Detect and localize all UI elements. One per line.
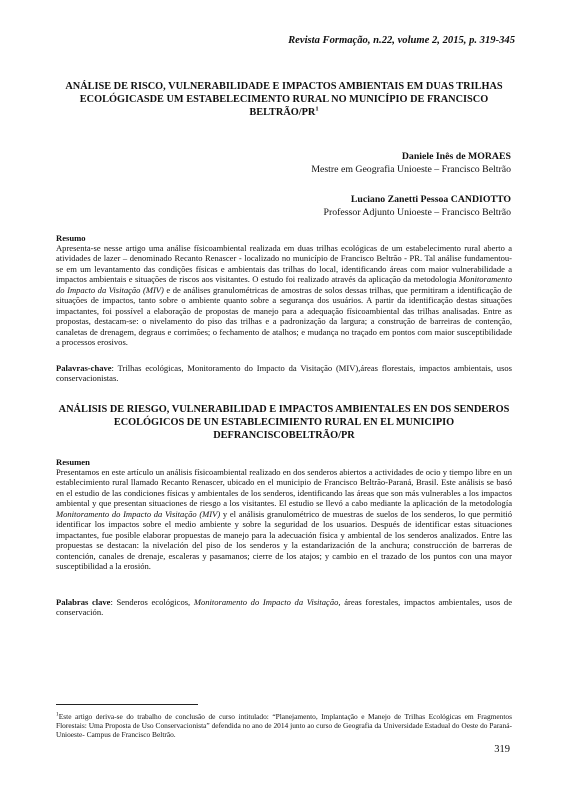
author-name: Luciano Zanetti Pessoa CANDIOTTO	[350, 194, 511, 205]
keywords-portuguese	[56, 363, 512, 384]
author-block-2	[324, 194, 511, 219]
footnote-mark: 1	[56, 711, 59, 718]
keywords-spanish	[56, 597, 512, 618]
article-title-portuguese	[56, 80, 512, 120]
article-title-spanish: ANÁLISIS DE RIESGO, VULNERABILIDAD E IMPACTOS AMBIENTALES EN DOS SENDEROS ECOLÓGICOS DE UN ESTABLECIMIENTO RURAL EN EL MUNICIPIO DEFRANCISCOBELTRÃO/PR	[58, 404, 510, 442]
abstract-heading-portuguese: Resumo	[56, 233, 86, 243]
abstract-text-continued: y el análisis granulométrico de muestras de suelos de los senderos, lo que permitió identificar los impactos sobre el medio ambiente y sobre la seguridad de los usuarios. Después de identificar estas situaciones impactantes, fue posible elaborar propuestas de manejo para la adecuación física y ambiental de los senderos analizados. Entre las propuestas se destacan: la nivelación del piso de los senderos y la estandarización de la anchura; construcción de barreras de contención, canales de drenaje, escaleras y pasamanos; cierre de los atajos; y cambio en el trazado de los puntos con una mayor susceptibilidad a la erosión.	[56, 508, 512, 572]
page-number: 319	[494, 744, 510, 755]
title-text: ANÁLISE DE RISCO, VULNERABILIDADE E IMPACTOS AMBIENTAIS EM DUAS TRILHAS ECOLÓGICASDE UM ESTABELECIMENTO RURAL NO MUNICÍPIO DE FRANCISCO BELTRÃO/PR	[65, 81, 503, 119]
abstract-text: Apresenta-se nesse artigo uma análise físicoambiental realizada em duas trilhas ecológicas de um estabelecimento rural aberto a atividades de lazer – denominado Recanto Renascer - localizado no município de Francisco Beltrão - PR. Tal análise fundamentou-se em um levantamento das condições físicas e ambientais das trilhas do local, identificando áreas com maior vulnerabilidade a impactos ambientais e situações de riscos aos visitantes. O estudo foi realizado através da aplicação da metodologia	[56, 243, 512, 285]
keywords-text: : Trilhas ecológicas, Monitoramento do Impacto da Visitação (MIV),áreas florestais, impactos ambientais, usos conservacionistas.	[56, 363, 512, 384]
keywords-text: : Senderos ecológicos,	[110, 597, 194, 607]
author-block-1	[311, 151, 511, 176]
author-affiliation: Mestre em Geografia Unioeste – Francisco Beltrão	[311, 163, 511, 175]
abstract-heading-spanish: Resumen	[56, 457, 90, 467]
title-footnote-mark[interactable]: 1	[315, 105, 319, 113]
keywords-method-name: Monitoramento do Impacto da Visitação	[193, 597, 339, 607]
author-name: Daniele Inês de MORAES	[401, 151, 511, 162]
abstract-body-portuguese	[56, 243, 512, 348]
keywords-label: Palabras clave	[56, 597, 111, 607]
abstract-text-continued: e de análises granulométricas de amostras de solos dessas trilhas, que permitiram a identificação de situações de impactos, tanto sobre o ambiente quanto sobre a segurança dos usuários. A partir da identificação destas situações impactantes, foi possível a elaboração de propostas de manejo para a adequação físicoambiental das trilhas analisadas. Entre as propostas, destacam-se: o nivelamento do piso das trilhas e a padronização da largura; a construção de barreiras de contenção, canaletas de drenagem, degraus e corrimões; o fechamento de atalhos; e mudança no traçado em pontos com maior susceptibilidade a processos erosivos.	[56, 284, 512, 348]
author-affiliation: Professor Adjunto Unioeste – Francisco Beltrão	[323, 206, 511, 218]
keywords-label: Palavras-chave	[56, 363, 112, 373]
footnote-text: Este artigo deriva-se do trabalho de conclusão de curso intitulado: “Planejamento, Implantação e Manejo de Trilhas Ecológicas em Fragmentos Florestais: Uma Proposta de Uso Conservacionista” defendida no ano de 2014 junto ao curso de Geografia da Universidade Estadual do Oeste do Paraná- Unioeste- Campus de Francisco Beltrão.	[56, 712, 512, 740]
abstract-text: Presentamos en este artículo un análisis físicoambiental realizado en dos senderos abiertos a actividades de ocio y tiempo libre en un establecimiento rural llamado Recanto Renascer, ubicado en el municipio de Francisco Beltrão-Paraná, Brasil. Este análisis se basó en el estudio de las condiciones físicas y ambientales de los senderos, identificando las áreas que son más vulnerables a los impactos ambiental y que presentan situaciones de riesgo a los visitantes. El estudio se llevó a cabo mediante la aplicación de la metodología	[56, 467, 512, 509]
abstract-method-name: Monitoramento do Impacto da Visitação (MIV)	[56, 508, 221, 519]
footnote-divider	[56, 704, 198, 705]
footnote	[56, 712, 512, 740]
keywords-text-continued: , áreas forestales, impactos ambientales, usos de conservación.	[56, 597, 513, 618]
abstract-method-name: Monitoramento do Impacto da Visitação (MIV)	[56, 274, 512, 295]
journal-citation: Revista Formação, n.22, volume 2, 2015, p. 319-345	[288, 35, 515, 46]
abstract-body-spanish	[56, 467, 512, 572]
